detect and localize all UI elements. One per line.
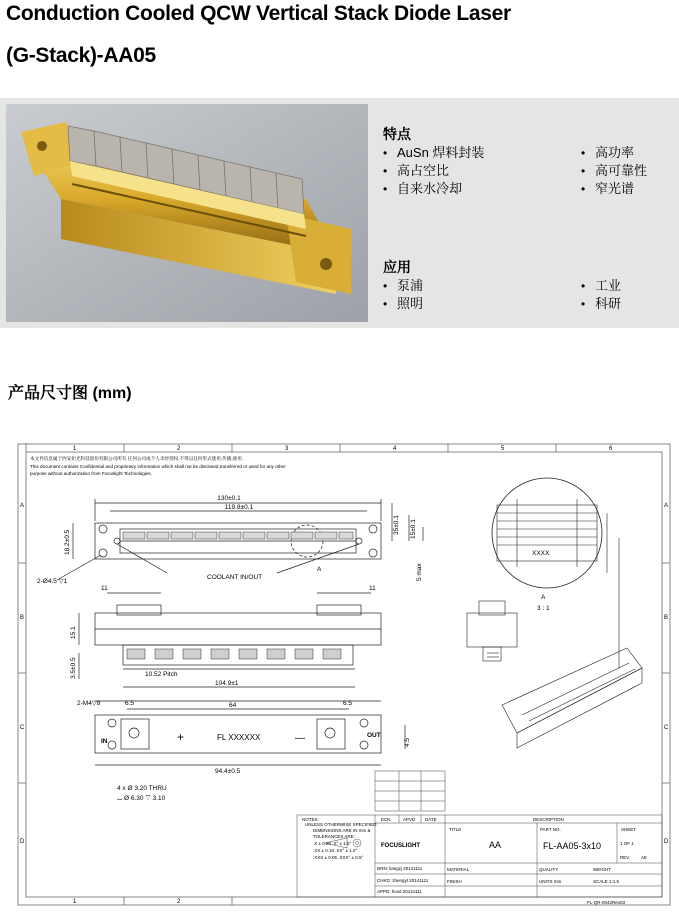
thru-note-1: 4 x Ø 3.20 THRU bbox=[117, 785, 167, 792]
grid-row-label: D bbox=[664, 839, 669, 845]
thru-note-2: ⌴ Ø 6.30 ▽ 3.10 bbox=[117, 795, 166, 802]
approved-by: APPD: hoxd 20141111 bbox=[377, 889, 422, 894]
part-number: FL-AA05-3x10 bbox=[543, 841, 602, 851]
grid-row-label: B bbox=[20, 615, 25, 621]
part-label: PART NO. bbox=[540, 827, 561, 832]
page-title-line1: Conduction Cooled QCW Vertical Stack Diode Laser bbox=[6, 2, 511, 25]
feature-item: • 自来水冷却 bbox=[383, 180, 484, 198]
grid-col-label: 3 bbox=[285, 446, 289, 452]
dim-side-left: 11 bbox=[101, 585, 108, 592]
rev-label: REV bbox=[620, 855, 630, 860]
dim-bottom-length: 94.4±0.5 bbox=[215, 768, 241, 775]
dimensions-heading: 产品尺寸图 (mm) bbox=[8, 385, 132, 402]
grid-row-label: A bbox=[664, 503, 669, 509]
dim-h2: 15±0.1 bbox=[410, 519, 417, 539]
applications-right-list bbox=[581, 277, 621, 313]
iso-views bbox=[467, 601, 642, 748]
drawn-by: DRN: liangzj 20141111 bbox=[377, 866, 423, 871]
applications-heading: 应用 bbox=[383, 259, 411, 275]
dim-h3: 5 max bbox=[416, 563, 423, 581]
in-label: IN bbox=[101, 738, 108, 745]
bottom-view bbox=[77, 700, 411, 802]
sheet-label: SHEET bbox=[621, 827, 637, 832]
notice-cn: 本文件信息属于西安炬光科技股份有限公司所有 任何公司或个人未经授权,不得以任何形式使用,传播,使用. bbox=[30, 456, 244, 461]
detail-label: A bbox=[541, 594, 546, 601]
checked-by: CHKD: zhengyt 20141111 bbox=[377, 878, 429, 883]
features-heading: 特点 bbox=[383, 126, 411, 142]
dim-hole-spacing: 64 bbox=[229, 702, 237, 709]
grid-row-label: A bbox=[20, 503, 25, 509]
finish-label: FINISH bbox=[447, 879, 462, 884]
coolant-label: COOLANT IN/OUT bbox=[207, 574, 263, 581]
page-title-line2: (G-Stack)-AA05 bbox=[6, 44, 156, 67]
grid-row-label: C bbox=[664, 725, 669, 731]
title-label: TITLE bbox=[449, 827, 462, 832]
dim-height: 18.2±0.5 bbox=[64, 529, 71, 555]
sheet-of: 1 OF 1 bbox=[620, 841, 634, 846]
grid-col-label: 2 bbox=[177, 899, 181, 905]
ecn-header: ECN bbox=[381, 817, 391, 822]
grid-col-label: 6 bbox=[609, 446, 613, 452]
out-label: OUT bbox=[367, 732, 381, 739]
tolerance-1: .X ± 0.20 .X° ± 1.5° bbox=[313, 841, 352, 846]
units-label: UNITS mm bbox=[539, 879, 562, 884]
minus-label: — bbox=[295, 733, 305, 744]
marking-text: FL XXXXXX bbox=[217, 733, 261, 742]
feature-item: • 高功率 bbox=[581, 144, 647, 162]
feature-item: • AuSn 焊料封装 bbox=[383, 144, 484, 162]
scale-label: SCALE 1:1.5 bbox=[593, 879, 620, 884]
application-item: • 工业 bbox=[581, 277, 621, 295]
dim-mount-hole: 2-Ø4.5 ▽1 bbox=[37, 578, 68, 585]
detail-a-view bbox=[492, 478, 619, 668]
grid-col-label: 5 bbox=[501, 446, 505, 452]
form-number: FL-QR-0042Rev03 bbox=[587, 900, 626, 905]
grid-col-label: 2 bbox=[177, 446, 181, 452]
rev-value: AE bbox=[641, 855, 648, 860]
quality-label: QUALITY bbox=[539, 867, 559, 872]
top-view bbox=[37, 495, 423, 585]
notes-sub: UNLESS OTHERWISE SPECIFIED: bbox=[305, 822, 378, 827]
product-photo bbox=[6, 104, 368, 322]
dim-h1: 35±0.1 bbox=[393, 515, 400, 535]
apvd-header: APVD bbox=[403, 817, 416, 822]
dim-inner-length: 119.8±0.1 bbox=[224, 504, 254, 511]
dim-side-height: 15.1 bbox=[70, 626, 77, 639]
dim-body-length: 104.9±1 bbox=[215, 680, 239, 687]
application-item: • 科研 bbox=[581, 295, 621, 313]
notice-en-1: This document contains Confidential and proprietary information which shall not be disclosed,transferred or used for any other bbox=[30, 464, 286, 469]
plus-label: + bbox=[177, 730, 185, 744]
feature-item: • 窄光谱 bbox=[581, 180, 647, 198]
applications-left-list bbox=[383, 277, 423, 313]
features-right-list bbox=[581, 144, 647, 198]
feature-item: • 高可靠性 bbox=[581, 162, 647, 180]
title-value: AA bbox=[489, 840, 502, 850]
grid-row-label: D bbox=[20, 839, 25, 845]
tolerance-2: .XX ± 0.10 .XX° ± 1.0° bbox=[313, 848, 358, 853]
title-block bbox=[297, 771, 662, 905]
detail-scale: 3 : 1 bbox=[537, 605, 550, 612]
application-item: • 照明 bbox=[383, 295, 423, 313]
grid-row-label: C bbox=[20, 725, 25, 731]
features-left-list bbox=[383, 144, 484, 198]
grid-col-label: 1 bbox=[73, 446, 77, 452]
side-view bbox=[70, 585, 381, 687]
detail-mark: XXXX bbox=[532, 550, 550, 557]
dim-offset-left: 6.5 bbox=[125, 700, 135, 707]
dim-pitch: 10.52 Pitch bbox=[145, 671, 178, 678]
dim-depth: 4.5 bbox=[404, 737, 411, 747]
notes-label: NOTES: bbox=[302, 817, 319, 822]
weight-label: WEIGHT bbox=[593, 867, 611, 872]
company-logo: FOCUSLIGHT bbox=[381, 843, 420, 849]
material-label: MATERIAL bbox=[447, 867, 470, 872]
tolerance-3: .XXX ± 0.05 .XXX° ± 0.5° bbox=[313, 855, 364, 860]
grid-row-label: B bbox=[664, 615, 669, 621]
dim-thread: 2-M4▽8 bbox=[77, 700, 101, 707]
grid-col-label: 4 bbox=[393, 446, 397, 452]
detail-ref: A bbox=[317, 566, 322, 573]
feature-item: • 高占空比 bbox=[383, 162, 484, 180]
dim-side-right: 11 bbox=[369, 585, 376, 592]
notes-dim: DIMENSIONS ARE IN mm & bbox=[313, 828, 371, 833]
dim-offset-right: 6.5 bbox=[343, 700, 353, 707]
grid-col-label: 1 bbox=[73, 899, 77, 905]
notice-en-2: purpose without authorization from Focuslight Technologies. bbox=[30, 471, 152, 476]
dimension-drawing bbox=[17, 443, 671, 906]
description-header: DESCRIPTION bbox=[533, 817, 564, 822]
notes-tol: TOLERANCES ARE: bbox=[313, 834, 355, 839]
dim-overall-length: 130±0.1 bbox=[217, 495, 241, 502]
date-header: DATE bbox=[425, 817, 437, 822]
dim-lead: 3.5±0.5 bbox=[70, 657, 77, 679]
application-item: • 泵浦 bbox=[383, 277, 423, 295]
